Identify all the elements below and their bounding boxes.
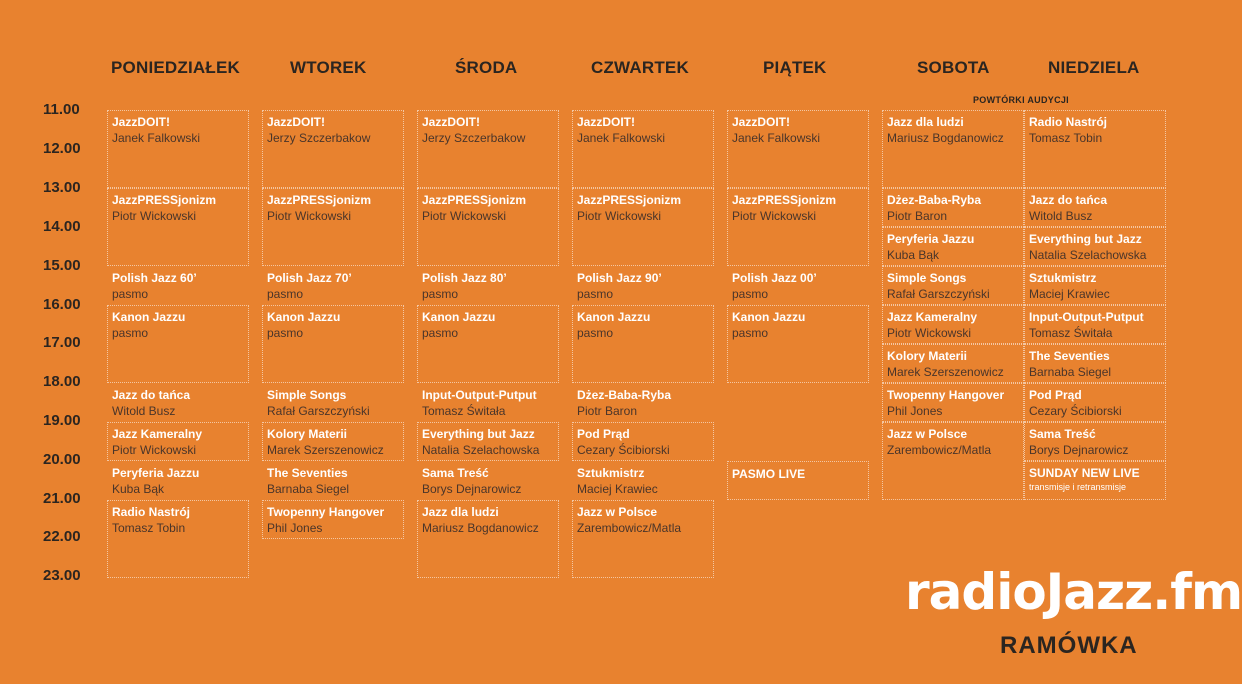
program-item bbox=[422, 114, 525, 146]
program-host: Tomasz Tobin bbox=[1029, 131, 1103, 145]
program-host: Maciej Krawiec bbox=[1029, 287, 1110, 301]
hour-label: 20.00 bbox=[43, 451, 81, 468]
program-title: Polish Jazz 70’ bbox=[267, 271, 352, 285]
program-item bbox=[577, 426, 670, 458]
program-item bbox=[577, 465, 658, 497]
program-host: Piotr Wickowski bbox=[112, 443, 197, 457]
program-host: Piotr Wickowski bbox=[422, 209, 507, 223]
program-item bbox=[1029, 387, 1122, 419]
program-title: Peryferia Jazzu bbox=[112, 466, 200, 480]
hour-label: 21.00 bbox=[43, 490, 81, 507]
program-item bbox=[422, 504, 539, 536]
program-title: Polish Jazz 60’ bbox=[112, 271, 197, 285]
program-title: Sama Treść bbox=[1029, 427, 1096, 441]
program-item bbox=[267, 504, 384, 536]
program-title: SUNDAY NEW LIVE bbox=[1029, 466, 1140, 480]
program-title: Peryferia Jazzu bbox=[887, 232, 975, 246]
program-item bbox=[1029, 465, 1140, 493]
program-host: pasmo bbox=[112, 326, 149, 340]
program-title: JazzDOIT! bbox=[422, 115, 481, 129]
program-host: Piotr Baron bbox=[887, 209, 948, 223]
hour-label: 16.00 bbox=[43, 296, 81, 313]
program-host: Piotr Wickowski bbox=[732, 209, 817, 223]
program-item bbox=[422, 309, 495, 341]
program-host: Cezary Ścibiorski bbox=[1029, 404, 1122, 418]
program-item bbox=[577, 387, 671, 419]
program-host: Kuba Bąk bbox=[112, 482, 165, 496]
program-item bbox=[267, 426, 384, 458]
program-host: Natalia Szelachowska bbox=[1029, 248, 1147, 262]
program-item bbox=[112, 114, 200, 146]
program-title: Polish Jazz 80’ bbox=[422, 271, 507, 285]
program-item bbox=[422, 465, 521, 497]
program-title: Simple Songs bbox=[267, 388, 347, 402]
hour-label: 18.00 bbox=[43, 373, 81, 390]
program-host: Borys Dejnarowicz bbox=[1029, 443, 1129, 457]
program-item bbox=[267, 192, 371, 224]
program-host: pasmo bbox=[732, 287, 769, 301]
day-header-saturday: SOBOTA bbox=[917, 58, 990, 77]
program-host: Witold Busz bbox=[112, 404, 176, 418]
program-title: JazzPRESSjonizm bbox=[577, 193, 682, 207]
program-title: Kanon Jazzu bbox=[112, 310, 186, 324]
program-host: Tomasz Świtała bbox=[1029, 326, 1113, 340]
program-host: pasmo bbox=[732, 326, 769, 340]
program-title: Simple Songs bbox=[887, 271, 967, 285]
program-host: Janek Falkowski bbox=[577, 131, 666, 145]
program-title: Jazz Kameralny bbox=[112, 427, 203, 441]
program-title: Jazz w Polsce bbox=[887, 427, 968, 441]
program-item bbox=[422, 426, 539, 458]
program-item bbox=[887, 114, 1004, 146]
program-host: Piotr Wickowski bbox=[112, 209, 197, 223]
program-title: JazzPRESSjonizm bbox=[112, 193, 217, 207]
hour-label: 22.00 bbox=[43, 528, 81, 545]
program-title: Kolory Materii bbox=[887, 349, 968, 363]
program-item bbox=[1029, 348, 1111, 380]
program-title: JazzPRESSjonizm bbox=[732, 193, 837, 207]
program-item bbox=[112, 465, 199, 497]
program-host: Rafał Garszczyński bbox=[267, 404, 370, 418]
program-title: Dżez-Baba-Ryba bbox=[887, 193, 982, 207]
program-title: Jazz do tańca bbox=[112, 388, 191, 402]
program-item bbox=[112, 270, 197, 302]
program-host: Tomasz Świtała bbox=[422, 404, 506, 418]
radiojazz-logo: radioJazz.fm bbox=[905, 563, 1242, 621]
program-item bbox=[887, 231, 974, 263]
program-item bbox=[577, 309, 650, 341]
program-host: Barnaba Siegel bbox=[267, 482, 350, 496]
program-item bbox=[887, 348, 1004, 380]
program-title: Twopenny Hangover bbox=[267, 505, 385, 519]
program-item bbox=[577, 270, 662, 302]
program-title: Jazz dla ludzi bbox=[887, 115, 964, 129]
program-item bbox=[1029, 426, 1128, 458]
program-title: JazzPRESSjonizm bbox=[422, 193, 527, 207]
program-title: Radio Nastrój bbox=[1029, 115, 1108, 129]
program-host: Borys Dejnarowicz bbox=[422, 482, 522, 496]
hour-label: 19.00 bbox=[43, 412, 81, 429]
program-title: Jazz do tańca bbox=[1029, 193, 1108, 207]
program-host: Piotr Wickowski bbox=[577, 209, 662, 223]
program-title: Jazz w Polsce bbox=[577, 505, 658, 519]
program-host: Mariusz Bogdanowicz bbox=[422, 521, 539, 535]
day-header-thursday: CZWARTEK bbox=[591, 58, 689, 77]
program-title: Everything but Jazz bbox=[1029, 232, 1142, 246]
page-title: RAMÓWKA bbox=[1000, 632, 1138, 659]
day-header-tuesday: WTOREK bbox=[290, 58, 367, 77]
program-item bbox=[267, 465, 349, 497]
program-host: Janek Falkowski bbox=[112, 131, 201, 145]
program-title: The Seventies bbox=[267, 466, 348, 480]
program-title: JazzDOIT! bbox=[112, 115, 171, 129]
program-item bbox=[112, 387, 190, 419]
program-host: Piotr Wickowski bbox=[267, 209, 352, 223]
hour-label: 17.00 bbox=[43, 334, 81, 351]
day-header-sunday: NIEDZIELA bbox=[1048, 58, 1140, 77]
program-item bbox=[577, 192, 681, 224]
program-item bbox=[732, 192, 836, 224]
program-title: Radio Nastrój bbox=[112, 505, 191, 519]
program-title: PASMO LIVE bbox=[732, 467, 806, 481]
program-item bbox=[112, 192, 216, 224]
program-item bbox=[732, 114, 820, 146]
program-item bbox=[267, 114, 370, 146]
program-item bbox=[1029, 114, 1107, 146]
program-item bbox=[422, 192, 526, 224]
program-item bbox=[112, 309, 185, 341]
program-host: Zarembowicz/Matla bbox=[577, 521, 682, 535]
program-title: Input-Output-Putput bbox=[422, 388, 537, 402]
program-title: Twopenny Hangover bbox=[887, 388, 1005, 402]
program-title: Polish Jazz 00’ bbox=[732, 271, 817, 285]
program-item bbox=[887, 309, 977, 341]
program-title: Kanon Jazzu bbox=[732, 310, 806, 324]
program-item bbox=[887, 387, 1004, 419]
program-host: Piotr Baron bbox=[577, 404, 638, 418]
program-item bbox=[577, 504, 681, 536]
program-item bbox=[732, 270, 817, 302]
program-title: Kolory Materii bbox=[267, 427, 348, 441]
program-item bbox=[267, 387, 370, 419]
hour-label: 12.00 bbox=[43, 140, 81, 157]
program-host: Witold Busz bbox=[1029, 209, 1093, 223]
program-title: Pod Prąd bbox=[1029, 388, 1082, 402]
program-item bbox=[422, 270, 507, 302]
program-item bbox=[112, 426, 202, 458]
program-item bbox=[732, 309, 805, 341]
hour-label: 11.00 bbox=[43, 101, 80, 118]
program-item bbox=[577, 114, 665, 146]
program-title: JazzDOIT! bbox=[267, 115, 326, 129]
program-title: Polish Jazz 90’ bbox=[577, 271, 662, 285]
program-host: pasmo bbox=[422, 326, 459, 340]
program-host: Phil Jones bbox=[887, 404, 943, 418]
day-header-friday: PIĄTEK bbox=[763, 58, 827, 77]
program-title: Pod Prąd bbox=[577, 427, 630, 441]
program-item bbox=[887, 270, 990, 302]
program-title: Kanon Jazzu bbox=[422, 310, 496, 324]
program-host: Phil Jones bbox=[267, 521, 323, 535]
program-item bbox=[1029, 231, 1146, 263]
program-host: Maciej Krawiec bbox=[577, 482, 658, 496]
program-item bbox=[887, 192, 981, 224]
program-item bbox=[1029, 270, 1110, 302]
program-host: Piotr Wickowski bbox=[887, 326, 972, 340]
program-host: Jerzy Szczerbakow bbox=[267, 131, 371, 145]
program-host: pasmo bbox=[577, 326, 614, 340]
program-host: Janek Falkowski bbox=[732, 131, 821, 145]
program-item bbox=[422, 387, 537, 419]
program-host: Marek Szerszenowicz bbox=[267, 443, 384, 457]
program-title: Sztukmistrz bbox=[1029, 271, 1097, 285]
program-host: pasmo bbox=[422, 287, 459, 301]
program-host: transmisje i retransmisje bbox=[1029, 482, 1127, 492]
day-header-wednesday: ŚRODA bbox=[455, 58, 518, 77]
program-host: Zarembowicz/Matla bbox=[887, 443, 992, 457]
program-title: Jazz Kameralny bbox=[887, 310, 978, 324]
program-title: Input-Output-Putput bbox=[1029, 310, 1144, 324]
program-host: pasmo bbox=[267, 326, 304, 340]
program-item bbox=[267, 270, 352, 302]
program-title: Kanon Jazzu bbox=[267, 310, 341, 324]
day-header-monday: PONIEDZIAŁEK bbox=[111, 58, 240, 77]
program-host: pasmo bbox=[267, 287, 304, 301]
program-title: Sztukmistrz bbox=[577, 466, 645, 480]
program-title: The Seventies bbox=[1029, 349, 1110, 363]
program-item bbox=[1029, 192, 1107, 224]
hour-label: 23.00 bbox=[43, 567, 81, 584]
program-host: Cezary Ścibiorski bbox=[577, 443, 670, 457]
program-item bbox=[1029, 309, 1144, 341]
program-title: JazzDOIT! bbox=[577, 115, 636, 129]
program-item bbox=[112, 504, 190, 536]
program-host: Kuba Bąk bbox=[887, 248, 940, 262]
program-host: Marek Szerszenowicz bbox=[887, 365, 1004, 379]
program-item bbox=[732, 466, 805, 482]
program-title: JazzPRESSjonizm bbox=[267, 193, 372, 207]
program-host: Barnaba Siegel bbox=[1029, 365, 1112, 379]
program-title: Dżez-Baba-Ryba bbox=[577, 388, 672, 402]
program-title: JazzDOIT! bbox=[732, 115, 791, 129]
program-host: pasmo bbox=[112, 287, 149, 301]
program-host: Jerzy Szczerbakow bbox=[422, 131, 526, 145]
program-title: Everything but Jazz bbox=[422, 427, 535, 441]
hour-label: 15.00 bbox=[43, 257, 81, 274]
program-title: Sama Treść bbox=[422, 466, 489, 480]
program-host: Mariusz Bogdanowicz bbox=[887, 131, 1004, 145]
program-item bbox=[267, 309, 340, 341]
repeats-note: POWTÓRKI AUDYCJI bbox=[973, 95, 1069, 105]
program-host: Rafał Garszczyński bbox=[887, 287, 990, 301]
hour-label: 13.00 bbox=[43, 179, 81, 196]
program-item bbox=[887, 426, 991, 458]
program-title: Kanon Jazzu bbox=[577, 310, 651, 324]
program-host: pasmo bbox=[577, 287, 614, 301]
hour-label: 14.00 bbox=[43, 218, 81, 235]
program-title: Jazz dla ludzi bbox=[422, 505, 499, 519]
program-host: Natalia Szelachowska bbox=[422, 443, 540, 457]
program-host: Tomasz Tobin bbox=[112, 521, 186, 535]
